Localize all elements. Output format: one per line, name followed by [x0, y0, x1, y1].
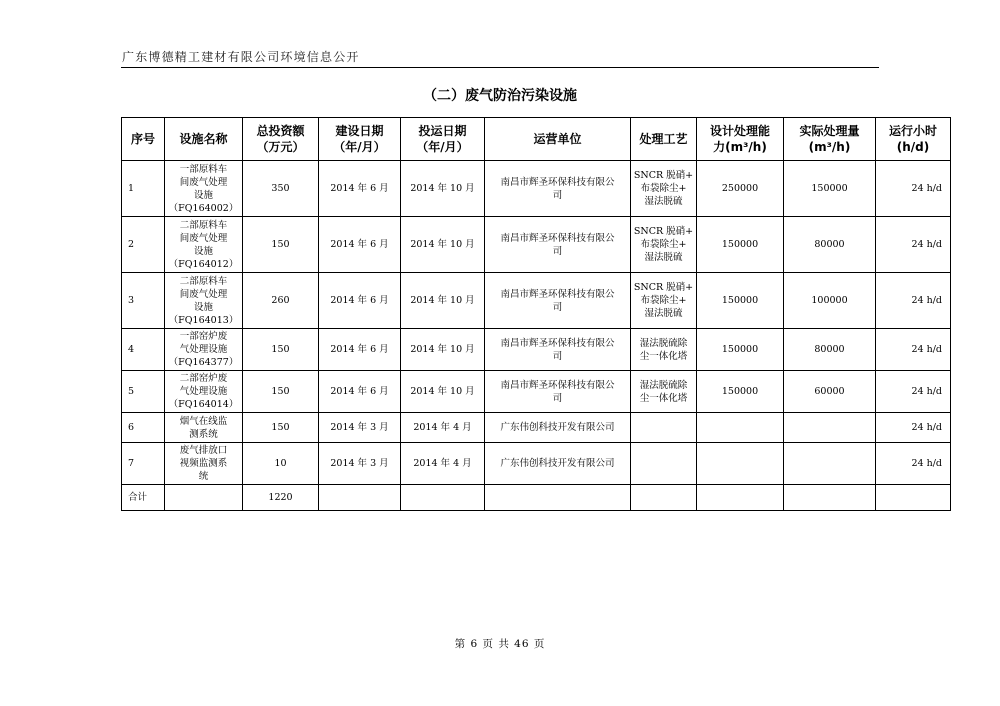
facility-name-line: 二部原料车 — [179, 219, 228, 231]
process-line: 布袋除尘+ — [640, 239, 687, 250]
run-hours-cell: 24 h/d — [876, 273, 951, 329]
operator-line: 司 — [552, 245, 563, 257]
header-operator: 运营单位 — [485, 118, 631, 161]
operator-cell — [485, 371, 631, 413]
operator-line: 司 — [552, 350, 563, 362]
facility-name-line: 二部窑炉废 — [179, 373, 228, 384]
design-capacity-cell: 150000 — [697, 217, 784, 273]
facility-name-line: 设施 — [193, 189, 213, 201]
facility-name-line: （FQ164002） — [168, 202, 239, 214]
investment-cell: 150 — [243, 329, 319, 371]
build-date-cell: 2014 年 3 月 — [319, 443, 401, 485]
process-cell — [631, 371, 697, 413]
build-date-cell: 2014 年 6 月 — [319, 329, 401, 371]
process-line: 湿法脱硫 — [644, 196, 683, 207]
process-cell — [631, 217, 697, 273]
run-hours-cell: 24 h/d — [876, 329, 951, 371]
build-date-cell: 2014 年 6 月 — [319, 273, 401, 329]
operator-cell — [485, 413, 631, 443]
facility-name-cell — [165, 443, 243, 485]
facility-name-line: 气处理设施 — [179, 344, 228, 355]
operator-line: 司 — [552, 189, 563, 201]
run-hours-cell: 24 h/d — [876, 217, 951, 273]
total-empty-cell — [401, 485, 485, 511]
header-operation-date: 投运日期 （年/月） — [401, 118, 485, 161]
process-line: 尘一体化塔 — [639, 392, 688, 404]
run-hours-cell: 24 h/d — [876, 443, 951, 485]
total-empty-cell — [784, 485, 876, 511]
row-seq: 7 — [122, 443, 165, 485]
process-cell — [631, 273, 697, 329]
facility-name-cell — [165, 273, 243, 329]
total-row — [122, 485, 951, 511]
actual-volume-cell: 100000 — [784, 273, 876, 329]
process-line: 布袋除尘+ — [640, 295, 687, 306]
header-design-capacity: 设计处理能 力(m³/h) — [697, 118, 784, 161]
facility-name-cell — [165, 413, 243, 443]
table-row — [122, 413, 951, 443]
run-hours-cell: 24 h/d — [876, 413, 951, 443]
facility-name-line: 视频监测系 — [179, 458, 228, 469]
operator-line: 南昌市辉圣环保科技有限公 — [500, 337, 615, 349]
facility-name-line: 烟气在线监 — [179, 415, 228, 427]
table-row — [122, 273, 951, 329]
process-cell — [631, 329, 697, 371]
header-investment: 总投资额 （万元） — [243, 118, 319, 161]
facility-name-line: 统 — [198, 471, 209, 482]
facility-name-line: 间废气处理 — [179, 232, 228, 244]
process-line: SNCR 脱硝+ — [633, 282, 694, 293]
design-capacity-cell — [697, 413, 784, 443]
process-line: 湿法脱硫 — [644, 308, 683, 319]
operator-line: 司 — [552, 301, 563, 313]
header-build-date: 建设日期 （年/月） — [319, 118, 401, 161]
total-empty-cell — [631, 485, 697, 511]
operator-line: 南昌市辉圣环保科技有限公 — [500, 232, 615, 244]
process-line: 湿法脱硫 — [644, 252, 683, 263]
total-empty-cell — [876, 485, 951, 511]
operation-date-cell: 2014 年 4 月 — [401, 413, 485, 443]
operator-line: 广东伟创科技开发有限公司 — [500, 458, 615, 469]
actual-volume-cell: 80000 — [784, 217, 876, 273]
run-hours-cell: 24 h/d — [876, 371, 951, 413]
total-investment: 1220 — [243, 485, 319, 511]
operator-cell — [485, 273, 631, 329]
design-capacity-cell: 150000 — [697, 273, 784, 329]
row-seq: 5 — [122, 371, 165, 413]
header-seq: 序号 — [122, 118, 165, 161]
operation-date-cell: 2014 年 10 月 — [401, 273, 485, 329]
row-seq: 4 — [122, 329, 165, 371]
process-cell — [631, 443, 697, 485]
table-body — [122, 161, 951, 511]
header-actual-volume: 实际处理量 (m³/h) — [784, 118, 876, 161]
facility-name-cell — [165, 217, 243, 273]
table-row — [122, 371, 951, 413]
facility-name-line: 设施 — [193, 245, 213, 257]
page-number: 第 6 页 共 46 页 — [454, 638, 546, 650]
build-date-cell: 2014 年 6 月 — [319, 217, 401, 273]
row-seq: 3 — [122, 273, 165, 329]
table-row — [122, 443, 951, 485]
total-label: 合计 — [122, 485, 165, 511]
table-header-row — [122, 118, 951, 161]
investment-cell: 150 — [243, 217, 319, 273]
facility-name-line: 一部窑炉废 — [179, 331, 228, 342]
table-row — [122, 217, 951, 273]
build-date-cell: 2014 年 6 月 — [319, 161, 401, 217]
facility-name-cell — [165, 329, 243, 371]
facility-name-line: 废气排放口 — [179, 445, 228, 456]
actual-volume-cell: 150000 — [784, 161, 876, 217]
design-capacity-cell: 150000 — [697, 329, 784, 371]
table-row — [122, 329, 951, 371]
row-seq: 1 — [122, 161, 165, 217]
operator-cell — [485, 217, 631, 273]
document-header: 广东博德精工建材有限公司环境信息公开 — [122, 50, 360, 64]
header-facility-name: 设施名称 — [165, 118, 243, 161]
facility-name-line: （FQ164013） — [168, 314, 239, 326]
design-capacity-cell — [697, 443, 784, 485]
investment-cell: 260 — [243, 273, 319, 329]
total-empty-cell — [697, 485, 784, 511]
table-row — [122, 161, 951, 217]
facility-name-line: 间废气处理 — [179, 288, 228, 300]
facility-name-line: 二部原料车 — [179, 275, 228, 287]
header-process: 处理工艺 — [631, 118, 697, 161]
facility-name-line: 间废气处理 — [179, 176, 228, 188]
investment-cell: 150 — [243, 413, 319, 443]
facility-name-line: （FQ164014） — [168, 399, 239, 410]
operator-cell — [485, 329, 631, 371]
operation-date-cell: 2014 年 10 月 — [401, 161, 485, 217]
process-line: 尘一体化塔 — [639, 350, 688, 362]
header-run-hours: 运行小时 (h/d) — [876, 118, 951, 161]
operation-date-cell: 2014 年 10 月 — [401, 329, 485, 371]
total-empty-cell — [485, 485, 631, 511]
facilities-table — [121, 117, 951, 511]
section-title: （二）废气防治污染设施 — [423, 88, 577, 104]
operator-cell — [485, 443, 631, 485]
investment-cell: 10 — [243, 443, 319, 485]
build-date-cell: 2014 年 6 月 — [319, 371, 401, 413]
operator-cell — [485, 161, 631, 217]
facility-name-cell — [165, 161, 243, 217]
run-hours-cell: 24 h/d — [876, 161, 951, 217]
facility-name-line: 设施 — [193, 301, 213, 313]
actual-volume-cell: 80000 — [784, 329, 876, 371]
operation-date-cell: 2014 年 10 月 — [401, 217, 485, 273]
header-divider — [121, 67, 879, 68]
process-line: SNCR 脱硝+ — [633, 226, 694, 237]
operation-date-cell: 2014 年 10 月 — [401, 371, 485, 413]
actual-volume-cell — [784, 413, 876, 443]
process-cell — [631, 413, 697, 443]
facility-name-cell — [165, 371, 243, 413]
facility-name-line: （FQ164012） — [168, 258, 239, 270]
investment-cell: 150 — [243, 371, 319, 413]
operation-date-cell: 2014 年 4 月 — [401, 443, 485, 485]
total-empty-cell — [319, 485, 401, 511]
process-line: 湿法脱硫除 — [639, 337, 688, 349]
investment-cell: 350 — [243, 161, 319, 217]
design-capacity-cell: 150000 — [697, 371, 784, 413]
build-date-cell: 2014 年 3 月 — [319, 413, 401, 443]
process-line: 布袋除尘+ — [640, 183, 687, 194]
facility-name-line: 一部原料车 — [179, 163, 228, 175]
operator-line: 广东伟创科技开发有限公司 — [500, 422, 615, 433]
operator-line: 南昌市辉圣环保科技有限公 — [500, 176, 615, 188]
actual-volume-cell — [784, 443, 876, 485]
operator-line: 南昌市辉圣环保科技有限公 — [500, 379, 615, 391]
process-line: 湿法脱硫除 — [639, 379, 688, 391]
actual-volume-cell: 60000 — [784, 371, 876, 413]
process-cell — [631, 161, 697, 217]
facility-name-line: 气处理设施 — [179, 386, 228, 397]
operator-line: 南昌市辉圣环保科技有限公 — [500, 288, 615, 300]
row-seq: 6 — [122, 413, 165, 443]
operator-line: 司 — [552, 392, 563, 404]
facility-name-line: （FQ164377） — [168, 357, 239, 368]
design-capacity-cell: 250000 — [697, 161, 784, 217]
process-line: SNCR 脱硝+ — [633, 170, 694, 181]
facility-name-line: 测系统 — [189, 428, 218, 440]
total-empty-cell — [165, 485, 243, 511]
row-seq: 2 — [122, 217, 165, 273]
